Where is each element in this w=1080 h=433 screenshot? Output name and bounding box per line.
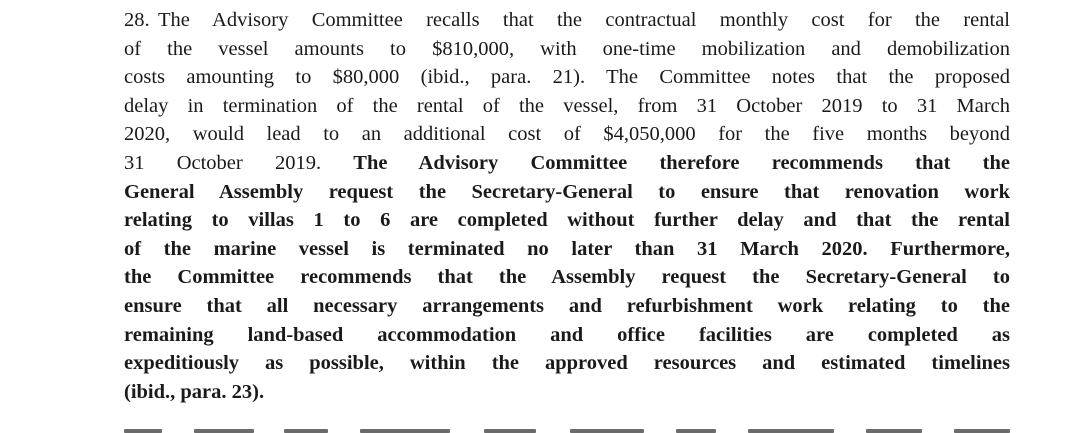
bold-text-run: the Committee recommends that the Assembly request the Secretary-General to (124, 266, 1010, 289)
paragraph-line (124, 120, 1010, 148)
text-run: 31 October 2019. (124, 152, 322, 174)
cut-off-glyph (284, 429, 328, 433)
text-run: The Advisory Committee recalls that the contractual monthly cost for the rental (158, 9, 1010, 31)
paragraph-number: 28. (124, 9, 150, 31)
bold-text-run: expeditiously as possible, within the approved resources and estimated timelines (124, 352, 1010, 375)
paragraph-line (124, 263, 1010, 291)
bold-text-run: remaining land-based accommodation and office facilities are completed as (124, 323, 1010, 346)
paragraph-line (124, 6, 1010, 34)
text-run: costs amounting to $80,000 (ibid., para. 21). The Committee notes that the proposed (124, 66, 1010, 89)
cut-off-glyph (360, 429, 450, 433)
bold-text-run: of the marine vessel is terminated no later than 31 March 2020. Furthermore, (124, 237, 1010, 260)
cut-off-glyph (748, 429, 834, 433)
bold-text-run: General Assembly request the Secretary-General to ensure that renovation work (124, 180, 1010, 203)
paragraph-line (124, 35, 1010, 63)
paragraph-line (124, 149, 1010, 177)
cut-off-glyph (954, 429, 1010, 433)
cut-off-glyph (124, 429, 162, 433)
text-run: 2020, would lead to an additional cost of $4,050,000 for the five months beyond (124, 123, 1010, 146)
bold-text-run: (ibid., para. 23). (124, 380, 265, 403)
text-run: delay in termination of the rental of the vessel, from 31 October 2019 to 31 March (124, 94, 1010, 117)
bold-text-run: The Advisory Committee therefore recommends that the (353, 152, 1010, 174)
paragraph-line (124, 206, 1010, 234)
paragraph-line (124, 292, 1010, 320)
cut-off-glyph (676, 429, 716, 433)
paragraph-line (124, 63, 1010, 91)
paragraph-line (124, 92, 1010, 120)
cut-off-glyph (194, 429, 254, 433)
bold-text-run: relating to villas 1 to 6 are completed without further delay and that the rental (124, 209, 1010, 232)
paragraph-line (124, 349, 1010, 377)
cut-off-glyph (570, 429, 644, 433)
cut-off-next-line (124, 425, 1010, 433)
cut-off-glyph (484, 429, 536, 433)
text-run: of the vessel amounts to $810,000, with one-time mobilization and demobilization (124, 37, 1010, 60)
paragraph-line (124, 378, 1010, 406)
cut-off-glyph (866, 429, 922, 433)
paragraph-line (124, 235, 1010, 263)
paragraph-line (124, 321, 1010, 349)
bold-text-run: ensure that all necessary arrangements and refurbishment work relating to the (124, 295, 1010, 317)
paragraph-line (124, 178, 1010, 206)
